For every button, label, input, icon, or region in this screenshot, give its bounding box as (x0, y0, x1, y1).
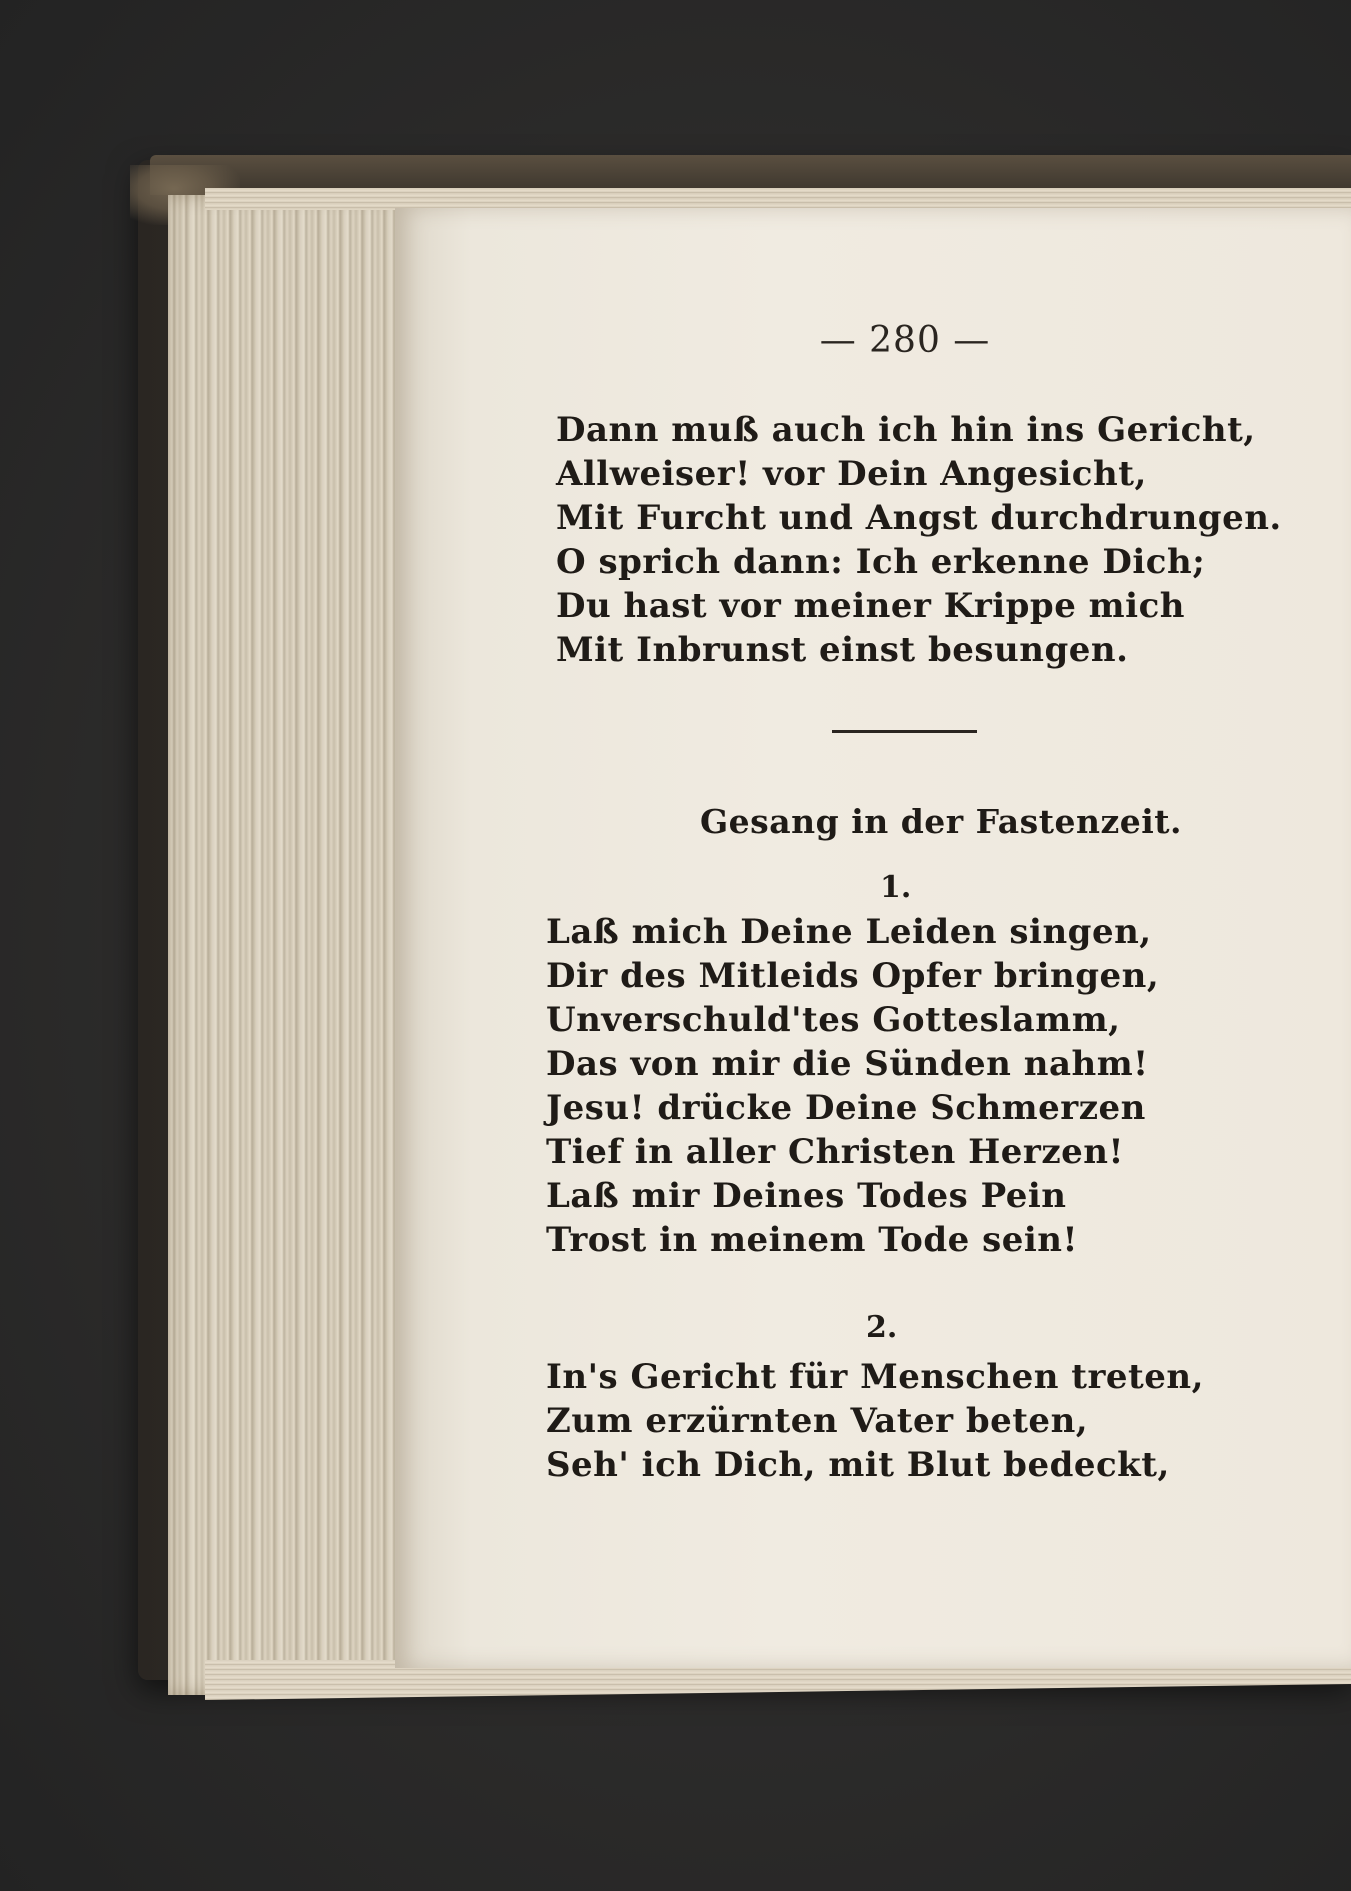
verse-line: Das von mir die Sünden nahm! (546, 1044, 1149, 1084)
verse-line: Zum erzürnten Vater beten, (546, 1401, 1089, 1441)
page-number: — 280 — (819, 320, 991, 361)
stanza-1 (546, 910, 1159, 1262)
stanza-number: 2. (866, 1310, 898, 1345)
verse-line: Laß mir Deines Todes Pein (546, 1176, 1067, 1216)
stanza-number: 1. (880, 870, 912, 905)
stanza-2 (546, 1355, 1204, 1487)
verse-line: Laß mich Deine Leiden singen, (546, 912, 1152, 952)
verse-line: Du hast vor meiner Krippe mich (556, 586, 1185, 626)
verse-line: Dann muß auch ich hin ins Gericht, (556, 410, 1256, 450)
verse-line: Mit Inbrunst einst besungen. (556, 630, 1129, 670)
verse-line: In's Gericht für Menschen treten, (546, 1357, 1204, 1397)
verse-line: O sprich dann: Ich erkenne Dich; (556, 542, 1206, 582)
verse-line: Tief in aller Christen Herzen! (546, 1132, 1124, 1172)
verse-line: Trost in meinem Tode sein! (546, 1220, 1078, 1260)
verse-line: Dir des Mitleids Opfer bringen, (546, 956, 1160, 996)
verse-line: Seh' ich Dich, mit Blut bedeckt, (546, 1445, 1170, 1485)
verse-line: Mit Furcht und Angst durchdrungen. (556, 498, 1282, 538)
verse-line: Jesu! drücke Deine Schmerzen (546, 1088, 1146, 1128)
stanza-continued (556, 408, 1282, 672)
section-divider (832, 730, 977, 733)
hymn-title: Gesang in der Fastenzeit. (700, 802, 1182, 841)
page-stack-top (205, 188, 1351, 210)
verse-line: Unverschuld'tes Gotteslamm, (546, 1000, 1121, 1040)
page-edges (168, 195, 408, 1695)
verse-line: Allweiser! vor Dein Angesicht, (556, 454, 1147, 494)
